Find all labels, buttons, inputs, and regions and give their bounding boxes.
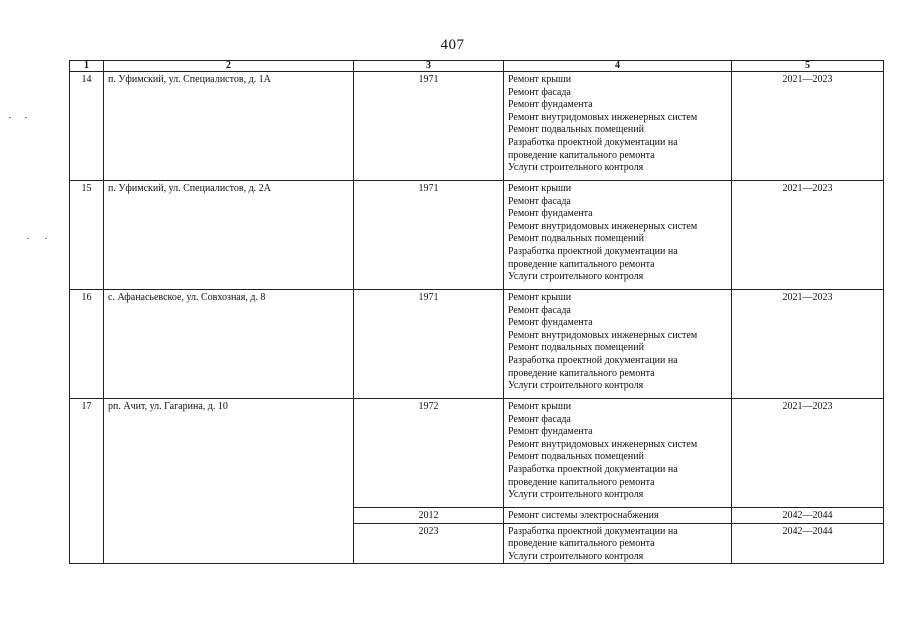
year-cell: 1972 [354,399,504,508]
work-item: Ремонт внутридомовых инженерных систем [508,220,698,232]
works-cell [504,508,732,524]
year-cell: 2012 [354,508,504,524]
works-cell [504,290,732,399]
period-cell: 2021—2023 [732,72,884,181]
works-cell [504,523,732,564]
scan-speck [9,117,11,118]
work-item: Ремонт крыши [508,183,572,194]
work-item: Услуги строительного контроля [508,380,644,392]
works-cell [504,399,732,508]
column-header: 4 [504,61,732,72]
work-item: Ремонт фундамента [508,99,593,111]
scan-speck [25,117,27,118]
work-item: Ремонт фасада [508,304,571,316]
work-item: Разработка проектной документации на [508,354,678,366]
work-item: Ремонт фасада [508,413,571,425]
works-cell [504,72,732,181]
work-item: Ремонт подвальных помещений [508,124,644,136]
work-item: проведение капитального ремонта [508,149,655,161]
work-item: Услуги строительного контроля [508,550,644,562]
scan-speck [27,238,29,239]
header-row [70,61,884,72]
works-cell [504,181,732,290]
table-row [70,72,884,181]
work-item: Ремонт фасада [508,195,571,207]
scan-speck [45,238,47,239]
column-header: 1 [70,61,104,72]
period-cell: 2021—2023 [732,181,884,290]
period-cell: 2021—2023 [732,399,884,508]
work-item: проведение капитального ремонта [508,258,655,270]
work-item: Разработка проектной документации на [508,463,678,475]
row-number: 17 [70,399,104,564]
row-number: 16 [70,290,104,399]
period-cell: 2042—2044 [732,508,884,524]
table-row [70,290,884,399]
work-item: Ремонт фундамента [508,317,593,329]
work-item: Ремонт крыши [508,74,572,85]
page-number: 407 [440,37,465,53]
year-cell: 2023 [354,523,504,564]
work-item: Разработка проектной документации на [508,525,678,537]
year-cell: 1971 [354,72,504,181]
work-item: Услуги строительного контроля [508,162,644,174]
work-item: проведение капитального ремонта [508,367,655,379]
period-cell: 2042—2044 [732,523,884,564]
repair-schedule-table [69,60,884,564]
work-item: Разработка проектной документации на [508,245,678,257]
address-cell: рп. Ачит, ул. Гагарина, д. 10 [104,399,354,564]
work-item: Услуги строительного контроля [508,271,644,283]
work-item: Услуги строительного контроля [508,489,644,501]
work-item: проведение капитального ремонта [508,476,655,488]
work-item: Ремонт крыши [508,292,572,303]
work-item: Ремонт фундамента [508,426,593,438]
work-item: Ремонт внутридомовых инженерных систем [508,329,698,341]
address-cell: с. Афанасьевское, ул. Совхозная, д. 8 [104,290,354,399]
year-cell: 1971 [354,181,504,290]
work-item: Ремонт крыши [508,401,572,412]
column-header: 5 [732,61,884,72]
work-item: Ремонт фундамента [508,208,593,220]
column-header: 3 [354,61,504,72]
table-row [70,181,884,290]
work-item: проведение капитального ремонта [508,538,655,550]
work-item: Ремонт системы электроснабжения [508,510,659,521]
work-item: Разработка проектной документации на [508,136,678,148]
work-item: Ремонт внутридомовых инженерных систем [508,438,698,450]
column-header: 2 [104,61,354,72]
table-row [70,399,884,508]
work-item: Ремонт подвальных помещений [508,233,644,245]
row-number: 14 [70,72,104,181]
row-number: 15 [70,181,104,290]
work-item: Ремонт подвальных помещений [508,451,644,463]
year-cell: 1971 [354,290,504,399]
work-item: Ремонт подвальных помещений [508,342,644,354]
address-cell: п. Уфимский, ул. Специалистов, д. 2А [104,181,354,290]
work-item: Ремонт фасада [508,86,571,98]
address-cell: п. Уфимский, ул. Специалистов, д. 1А [104,72,354,181]
work-item: Ремонт внутридомовых инженерных систем [508,111,698,123]
period-cell: 2021—2023 [732,290,884,399]
